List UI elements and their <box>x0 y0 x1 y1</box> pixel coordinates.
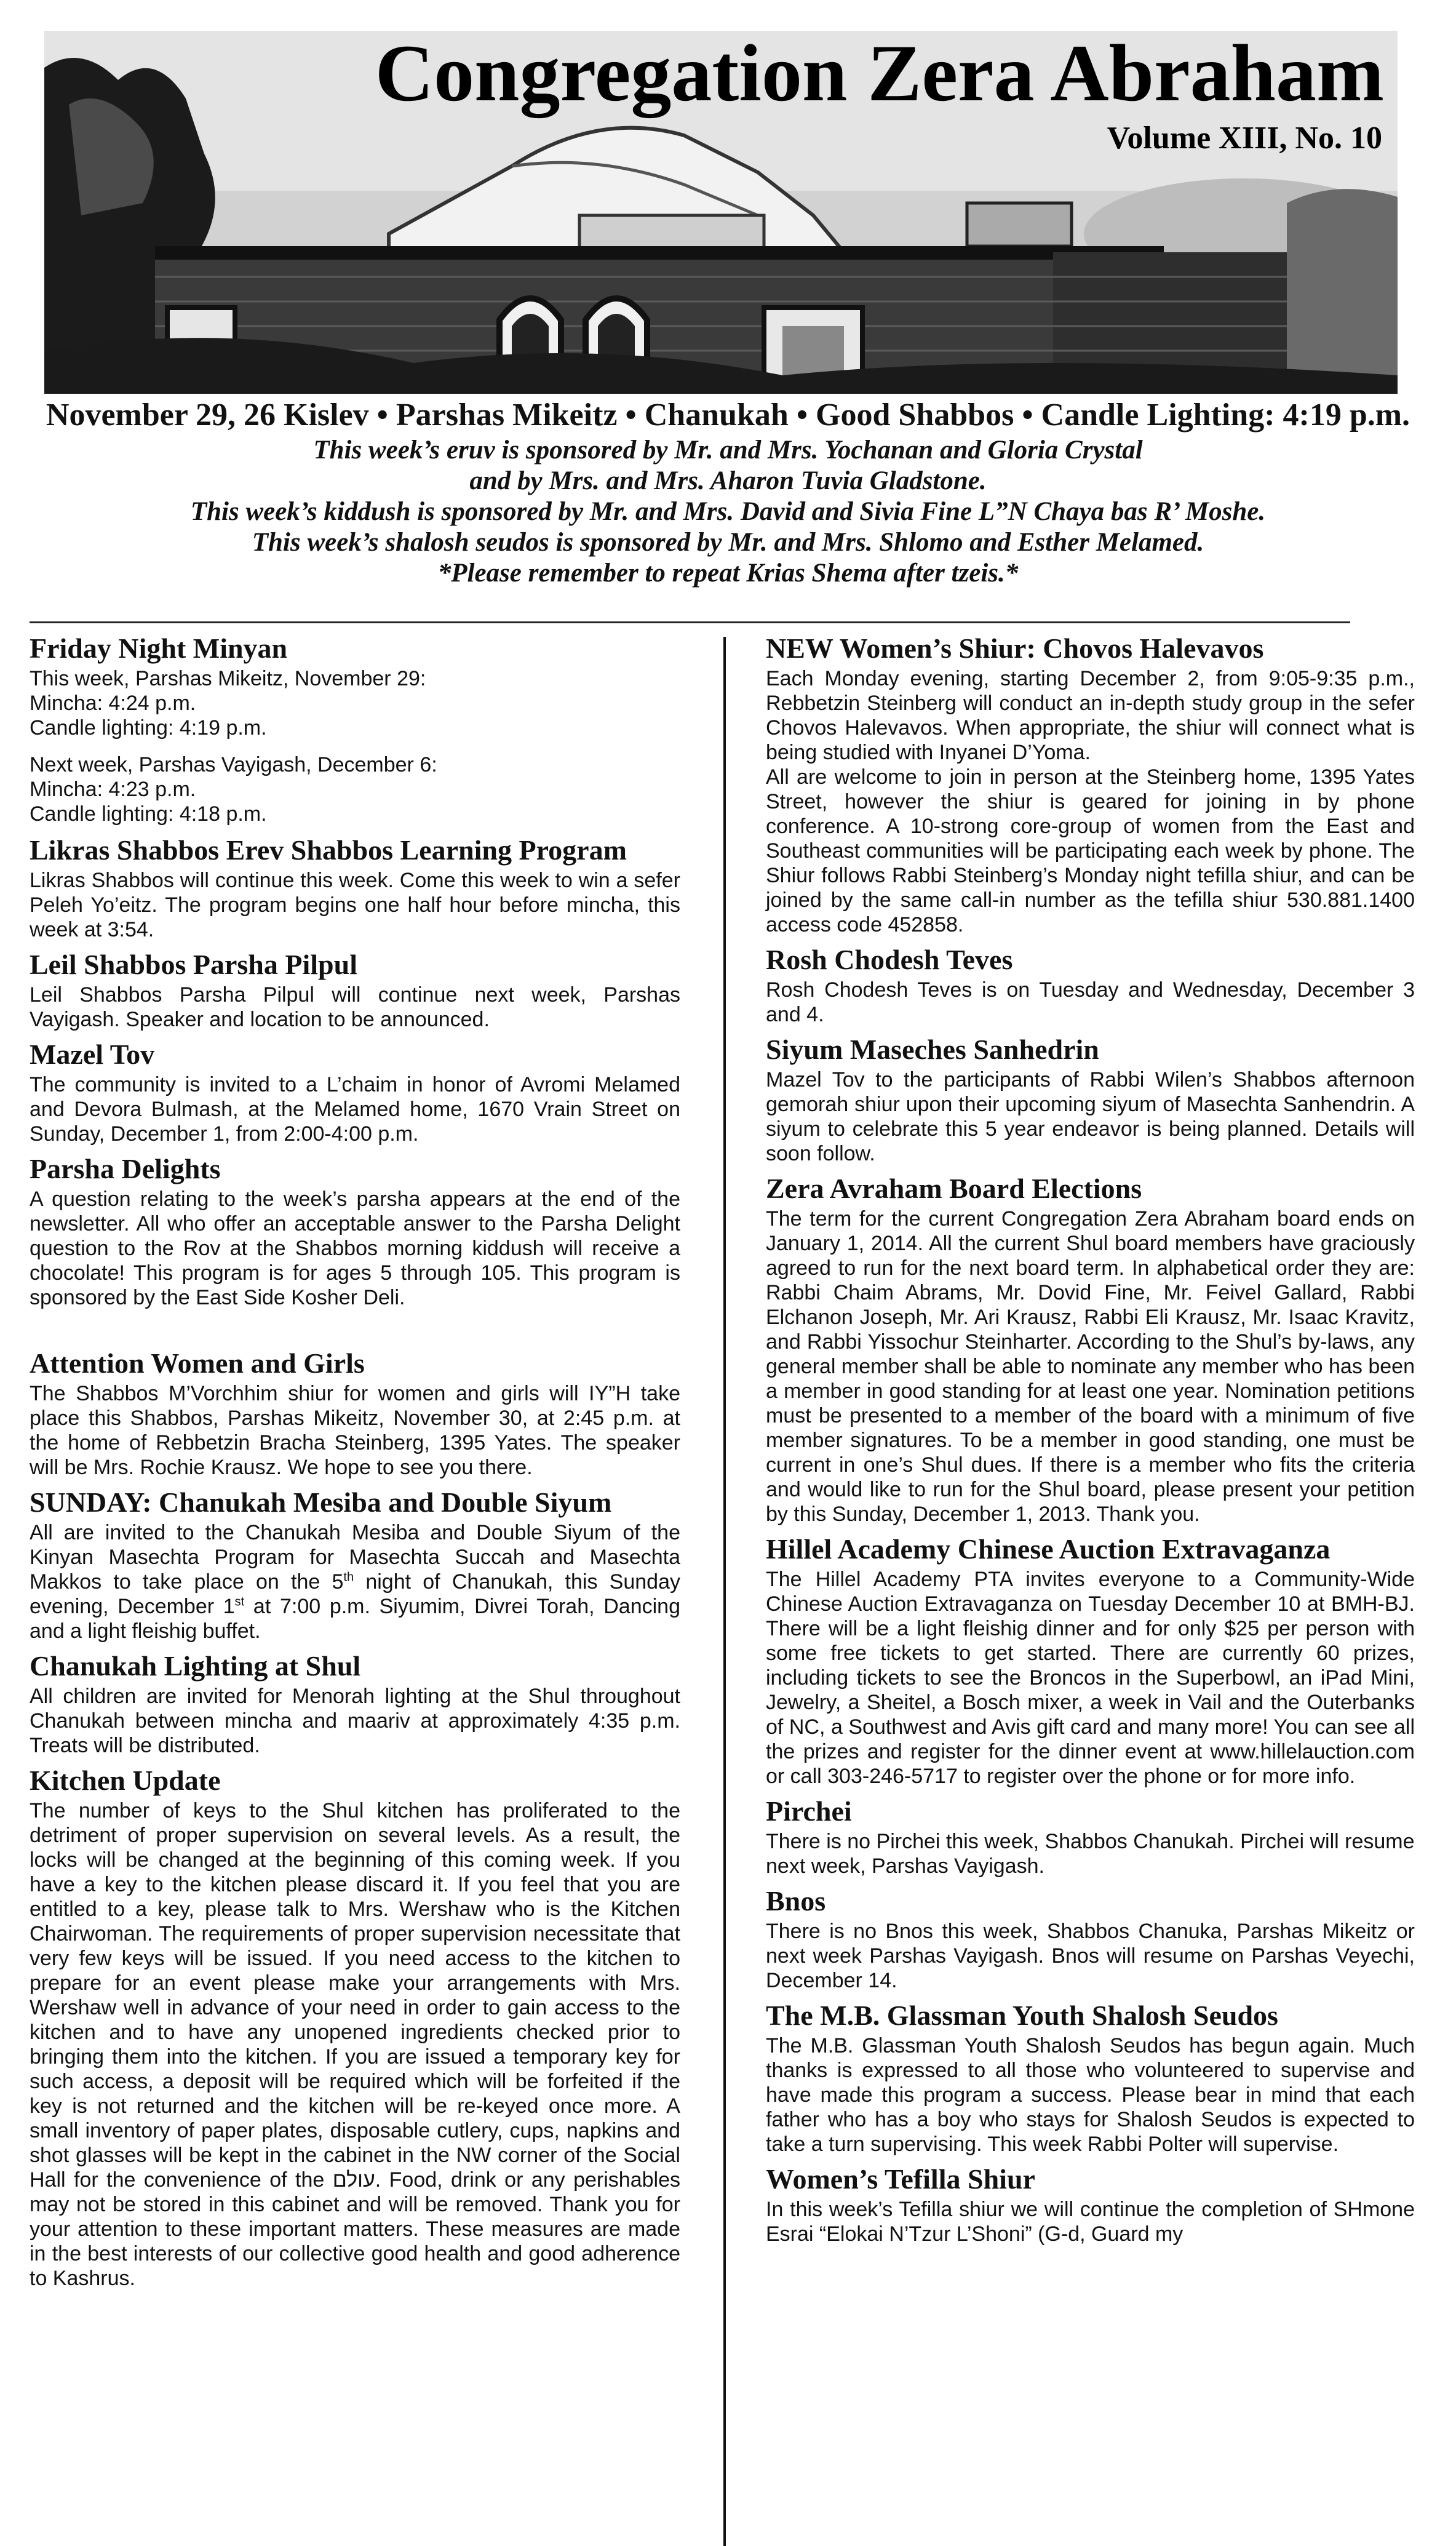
section-body <box>30 1520 680 1643</box>
section-body: Mazel Tov to the participants of Rabbi Wilen’s Shabbos afternoon gemorah shiur upon their upcoming siyum of Masechta Sanhendrin. A siyum to celebrate this 5 year endeavor is being planned. Details will soon follow. <box>766 1068 1415 1165</box>
section-title: Chanukah Lighting at Shul <box>30 1650 361 1682</box>
section-title: Bnos <box>766 1885 826 1917</box>
section-body: The Shabbos M’Vorchhim shiur for women and girls will IY”H take place this Shabbos, Parshas Mikeitz, November 30, at 2:45 p.m. at the home of Rebbetzin Bracha Steinberg, 1395 Yates. The speaker will be Mrs. Rochie Krausz. We hope to see you there. <box>30 1382 680 1479</box>
left-column <box>30 631 680 2291</box>
section-board-elections <box>766 1171 1415 1526</box>
schedule-line: Next week, Parshas Vayigash, December 6: <box>30 753 437 776</box>
ordinal-suffix: st <box>234 1595 245 1609</box>
horizontal-divider <box>30 621 1350 623</box>
section-title: Pirchei <box>766 1795 852 1827</box>
section-body: All are welcome to join in person at the Steinberg home, 1395 Yates Street, however the shiur is geared for joining in by phone conference. A 10-strong core-group of women from the East and Southeast communities will be participating each week by phone. The Shiur follows Rabbi Steinberg’s Monday night tefilla shiur, and can be joined by the same call-in number as the tefilla shiur 530.881.1400 access code 452858. <box>766 765 1415 936</box>
section-body: Likras Shabbos will continue this week. Come this week to win a sefer Peleh Yo’eitz. The program begins one half hour before mincha, this week at 3:54. <box>30 869 680 941</box>
date-line: November 29, 26 Kislev • Parshas Mikeitz • Chanukah • Good Shabbos • Candle Lighting: 4:19 p.m. <box>46 397 1410 433</box>
sponsor-line-eruv-cont: and by Mrs. and Mrs. Aharon Tuvia Gladstone. <box>469 466 987 495</box>
section-body: There is no Bnos this week, Shabbos Chanuka, Parshas Mikeitz or next week Parshas Vayigash. Bnos will resume on Parshas Veyechi, December 14. <box>766 1920 1415 1992</box>
volume-number: Volume XIII, No. 10 <box>1107 121 1382 156</box>
section-body: Rosh Chodesh Teves is on Tuesday and Wednesday, December 3 and 4. <box>766 978 1415 1026</box>
section-title: NEW Women’s Shiur: Chovos Halevavos <box>766 633 1264 664</box>
section-body: All children are invited for Menorah lighting at the Shul throughout Chanukah between mincha and maariv at approximately 4:35 p.m. Treats will be distributed. <box>30 1685 680 1757</box>
reminder-line: *Please remember to repeat Krias Shema after tzeis.* <box>437 559 1019 588</box>
section-body: Each Monday evening, starting December 2, from 9:05-9:35 p.m., Rebbetzin Steinberg will conduct an in-depth study group in the sefer Chovos Halevavos. When appropriate, the shiur will connect what is being studied with Inyanei D’Yoma. <box>766 667 1415 764</box>
section-body: The Hillel Academy PTA invites everyone to a Community-Wide Chinese Auction Extravaganza on Tuesday December 10 at BMH-BJ. There will be a light fleishig dinner and for only $25 per person with some free tickets to get started. There are currently 60 prizes, including tickets to see the Broncos in the Superbowl, an iPad Mini, Jewelry, a Sheitel, a Bosch mixer, a week in Vail and the Outerbanks of NC, a Southwest and Avis gift card and many more! You can see all the prizes and register for the dinner event at www.hillelauction.com or call 303-246-5717 to register over the phone or for more info. <box>766 1568 1415 1788</box>
section-title: Rosh Chodesh Teves <box>766 944 1013 975</box>
section-likras-shabbos <box>30 832 680 942</box>
sponsor-line-shalosh-seudos: This week’s shalosh seudos is sponsored by Mr. and Mrs. Shlomo and Esther Melamed. <box>252 528 1204 557</box>
newsletter-title: Congregation Zera Abraham <box>375 31 1384 118</box>
section-title: Zera Avraham Board Elections <box>766 1173 1142 1204</box>
schedule-line: This week, Parshas Mikeitz, November 29: <box>30 667 426 690</box>
section-title: Kitchen Update <box>30 1765 221 1796</box>
section-bnos <box>766 1883 1415 1993</box>
section-body: Leil Shabbos Parsha Pilpul will continue next week, Parshas Vayigash. Speaker and location to be announced. <box>30 983 680 1031</box>
column-divider <box>723 637 726 2546</box>
section-title: SUNDAY: Chanukah Mesiba and Double Siyum <box>30 1486 612 1518</box>
section-title: Friday Night Minyan <box>30 633 288 664</box>
section-title: Hillel Academy Chinese Auction Extravaganza <box>766 1533 1331 1565</box>
masthead-photo-banner <box>44 31 1398 394</box>
section-body: In this week’s Tefilla shiur we will continue the completion of SHmone Esrai “Elokai N’Tzur L’Shoni” (G-d, Guard my <box>766 2198 1415 2246</box>
ordinal-suffix: th <box>343 1570 354 1584</box>
schedule-line: Candle lighting: 4:18 p.m. <box>30 802 267 826</box>
section-body: A question relating to the week’s parsha appears at the end of the newsletter. All who offer an acceptable answer to the Parsha Delight question to the Rov at the Shabbos morning kiddush will receive a chocolate! This program is for ages 5 through 105. This program is sponsored by the East Side Kosher Deli. <box>30 1187 680 1309</box>
section-parsha-delights <box>30 1151 680 1310</box>
sponsor-line-eruv: This week’s eruv is sponsored by Mr. and Mrs. Yochanan and Gloria Crystal <box>313 436 1143 465</box>
right-column <box>766 631 1415 2246</box>
section-chanukah-mesiba <box>30 1485 680 1643</box>
section-pirchei <box>766 1794 1415 1878</box>
section-title: The M.B. Glassman Youth Shalosh Seudos <box>766 2000 1278 2031</box>
section-mazel-tov <box>30 1037 680 1146</box>
section-hillel-auction <box>766 1531 1415 1789</box>
body-text: All are invited to the Chanukah Mesiba and Double Siyum of the Kinyan Masechta Program for Masechta Succah and Masechta Makkos to take place on the 5 <box>30 1521 680 1594</box>
section-body: The community is invited to a L’chaim in honor of Avromi Melamed and Devora Bulmash, at the Melamed home, 1670 Vrain Street on Sunday, December 1, from 2:00-4:00 p.m. <box>30 1073 680 1146</box>
section-title: Parsha Delights <box>30 1153 221 1184</box>
section-siyum-sanhedrin <box>766 1032 1415 1166</box>
sponsor-line-kiddush: This week’s kiddush is sponsored by Mr. and Mrs. David and Sivia Fine L”N Chaya bas R’ Moshe. <box>190 497 1266 526</box>
section-body: The term for the current Congregation Zera Abraham board ends on January 1, 2014. All the current Shul board members have graciously agreed to run for the next board term. In alphabetical order they are: Rabbi Chaim Abrams, Mr. Dovid Fine, Mr. Feivel Gallard, Rabbi Elchanon Joseph, Mr. Ari Krausz, Rabbi Eli Krausz, Mr. Isaac Kravitz, and Rabbi Yissochur Steinharter. According to the Shul’s by-laws, any general member shall be able to nominate any member who has been a member in good standing for at least one year. Nomination petitions must be presented to a member of the board with a minimum of five member signatures. To be a member in good standing, one must be current in one’s Shul dues. If there is a member who fits the criteria and would like to run for the Shul board, please present your petition by this Sunday, December 1, 2013. Thank you. <box>766 1207 1415 1526</box>
section-womens-tefilla-shiur <box>766 2161 1415 2246</box>
section-title: Women’s Tefilla Shiur <box>766 2163 1035 2195</box>
section-title: Likras Shabbos Erev Shabbos Learning Program <box>30 834 627 866</box>
body-text: at 7:00 p.m. Siyumim, Divrei Torah, Dancing and a light fleishig buffet. <box>30 1595 680 1643</box>
section-title: Leil Shabbos Parsha Pilpul <box>30 949 357 980</box>
section-glassman-shalosh-seudos <box>766 1998 1415 2157</box>
section-parsha-pilpul <box>30 947 680 1032</box>
section-body: The number of keys to the Shul kitchen has proliferated to the detriment of proper supervision on several levels. As a result, the locks will be changed at the beginning of this coming week. If you have a key to the kitchen please discard it. If you feel that you are entitled to a key, please talk to Mrs. Wershaw who is the Kitchen Chairwoman. The requirements of proper supervision necessitate that very few keys will be issued. If you need access to the kitchen to prepare for an event please make your arrangements with Mrs. Wershaw well in advance of your need in order to gain access to the kitchen and to have any unopened ingredients checked prior to bringing them into the kitchen. If you are issued a temporary key for such access, a deposit will be required which will be forfeited if the key is not returned and the kitchen will be re-keyed once more. A small inventory of paper plates, disposable cutlery, cups, napkins and shot glasses will be kept in the cabinet in the NW corner of the Social Hall for the convenience of the עולם. Food, drink or any perishables may not be stored in this cabinet and will be removed. Thank you for your attention to these important matters. These measures are made in the best interests of our collective good health and good adherence to Kashrus. <box>30 1799 680 2290</box>
section-womens-shiur <box>766 631 1415 937</box>
section-body: The M.B. Glassman Youth Shalosh Seudos has begun again. Much thanks is expressed to all those who volunteered to supervise and have made this program a success. Please bear in mind that each father who has a boy who stays for Shalosh Seudos is expected to take a turn supervising. This week Rabbi Polter will supervise. <box>766 2034 1415 2156</box>
section-body: There is no Pirchei this week, Shabbos Chanukah. Pirchei will resume next week, Parshas Vayigash. <box>766 1830 1415 1878</box>
section-title: Mazel Tov <box>30 1039 155 1070</box>
schedule-line: Mincha: 4:24 p.m. <box>30 692 196 715</box>
section-title: Siyum Maseches Sanhedrin <box>766 1034 1099 1065</box>
body-text: night of Chanukah, this Sunday evening, December 1 <box>30 1570 680 1618</box>
section-title: Attention Women and Girls <box>30 1347 365 1379</box>
section-women-and-girls <box>30 1346 680 1480</box>
schedule-line: Mincha: 4:23 p.m. <box>30 778 196 801</box>
schedule-line: Candle lighting: 4:19 p.m. <box>30 716 267 740</box>
section-kitchen-update <box>30 1763 680 2291</box>
section-friday-night-minyan <box>30 631 680 826</box>
section-chanukah-lighting <box>30 1648 680 1758</box>
section-rosh-chodesh <box>766 942 1415 1027</box>
